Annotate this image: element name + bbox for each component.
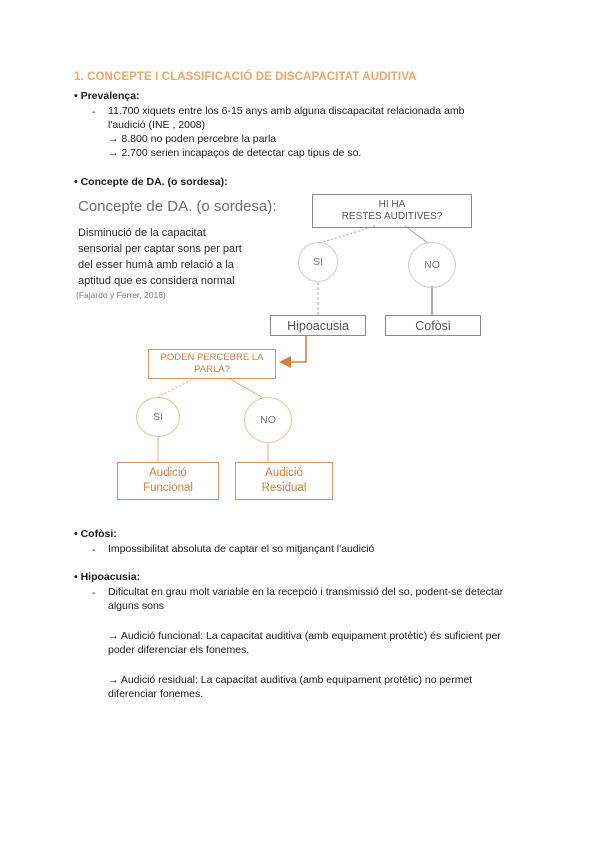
no-circle-2 <box>244 397 292 443</box>
prevalenca-dash: - <box>92 106 96 118</box>
si-label-2: SI <box>153 411 163 423</box>
hipoacusia-dash: - <box>92 587 96 599</box>
hipoacusia-line-2: alguns sons <box>108 600 165 612</box>
definition-reference: (Fajardo y Ferrer, 2018) <box>76 290 166 300</box>
hipoacusia-line-1: Dificultat en grau molt variable en la recepció i transmissió del so, podent-se detectar <box>108 586 504 598</box>
hipoacusia-heading: • Hipoacusia: <box>74 571 141 583</box>
residual-line-2: Residual <box>261 482 307 494</box>
cofosi-dash: - <box>92 544 96 556</box>
concepte-image-heading: Concepte de DA. (o sordesa): <box>78 198 277 215</box>
question2-line-2: PARLA? <box>194 364 230 375</box>
no-label-2: NO <box>260 414 276 426</box>
page-title: 1. CONCEPTE I CLASSIFICACIÓ DE DISCAPACITAT AUDITIVA <box>74 71 417 83</box>
prevalenca-heading: • Prevalença: <box>74 90 140 102</box>
definition-line-1: Disminució de la capacitat <box>78 227 206 239</box>
si-circle-1 <box>298 242 338 282</box>
definition-line-2: sensorial per captar sons per part <box>78 243 242 255</box>
connector-hipoacusia-q2 <box>282 336 306 362</box>
concepte-heading: • Concepte de DA. (o sordesa): <box>74 176 228 188</box>
prevalenca-line-2: l'audició (INE , 2008) <box>108 119 206 131</box>
no-label-1: NO <box>424 259 440 271</box>
question2-line-1: PODEN PERCEBRE LA <box>160 352 264 363</box>
cofosi-box <box>385 315 481 336</box>
question1-line-1: HI HA <box>378 199 406 210</box>
connector-q1-si <box>320 226 375 243</box>
funcional-line-1: Audició <box>149 467 187 479</box>
question-restes-auditives-box <box>312 194 472 228</box>
audicio-residual-line-1: → Audició residual: La capacitat auditiva (amb equipament protètic) no permet <box>108 674 473 686</box>
question-percebre-parla-box <box>148 349 276 379</box>
prevalenca-sub-1: → 8.800 no poden percebre la parla <box>108 133 277 145</box>
audicio-funcional-box <box>117 462 219 500</box>
hipoacusia-box <box>270 315 366 336</box>
cofosi-heading: • Cofòsi: <box>74 528 117 540</box>
audicio-residual-line-2: diferenciar fonemes. <box>108 688 204 700</box>
cofosi-line-1: Impossibilitat absoluta de captar el so mitjançant l'audició <box>108 543 375 555</box>
si-circle-2 <box>136 397 180 437</box>
definition-line-4: aptitud que es considera normal <box>78 275 235 287</box>
prevalenca-sub-2: → 2.700 serien incapaços de detectar cap tipus de so. <box>108 147 362 159</box>
audicio-funcional-line-1: → Audició funcional: La capacitat auditiva (amb equipament protètic) és suficient per <box>108 630 501 642</box>
connector-q2-no <box>228 378 262 397</box>
connector-q1-no <box>405 226 428 243</box>
si-label-1: SI <box>313 256 323 268</box>
definition-line-3: del esser humà amb relació a la <box>78 259 234 271</box>
residual-line-1: Audició <box>265 467 303 479</box>
audicio-funcional-line-2: poder diferenciar els fonemes. <box>108 644 250 656</box>
hipoacusia-label: Hipoacusia <box>287 318 349 333</box>
cofosi-label: Cofòsi <box>415 318 451 333</box>
audicio-residual-box <box>235 462 333 500</box>
funcional-line-2: Funcional <box>143 482 193 494</box>
connector-q2-si <box>158 378 195 397</box>
no-circle-1 <box>408 242 456 288</box>
question1-line-2: RESTES AUDITIVES? <box>341 211 443 222</box>
prevalenca-line-1: 11.700 xiquets entre los 6-15 anys amb alguna discapacitat relacionada amb <box>108 105 465 117</box>
